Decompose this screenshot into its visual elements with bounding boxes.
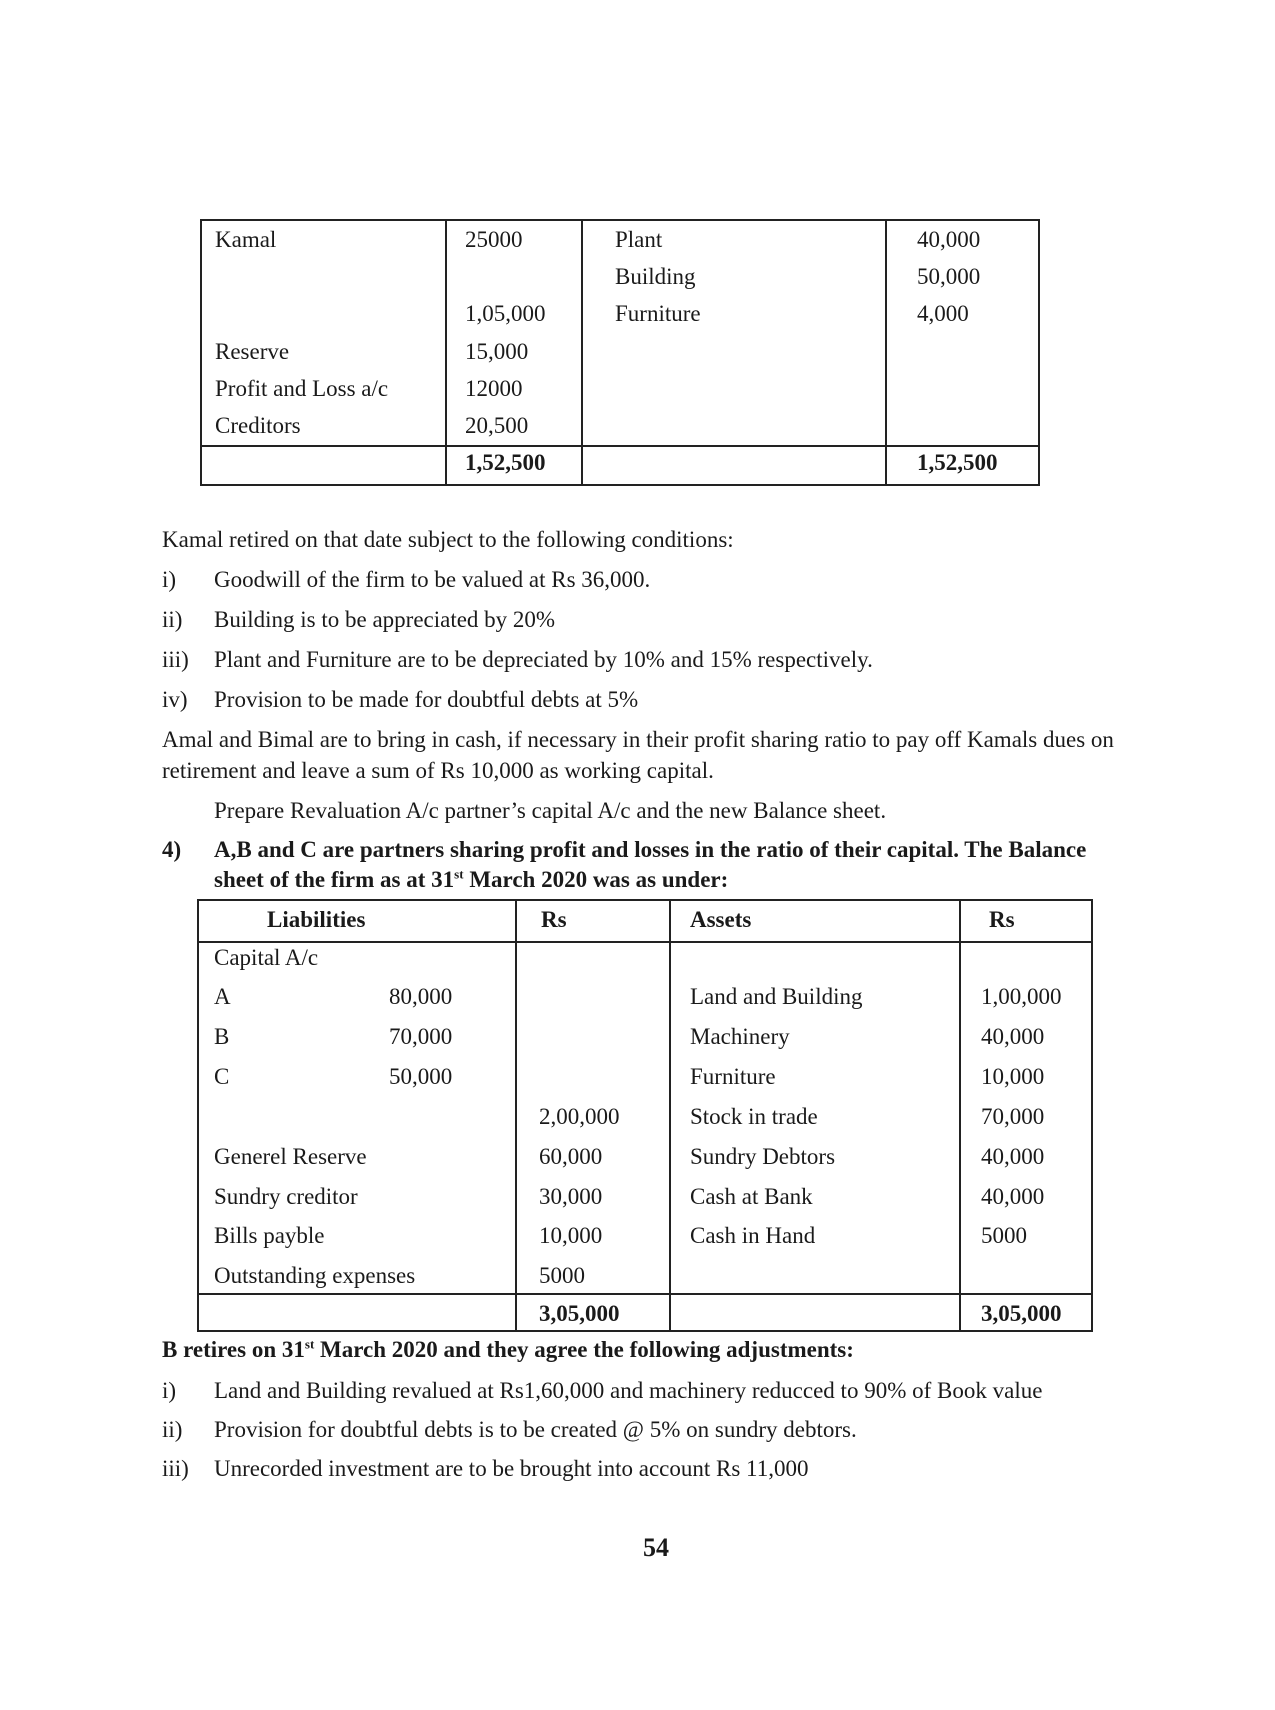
asset-amount-cash-hand: 5000: [981, 1223, 1027, 1248]
t1-asset-amount-2: 4,000: [917, 301, 969, 326]
asset-amount-furniture: 10,000: [981, 1064, 1045, 1089]
header-rs-1: Rs: [541, 907, 567, 932]
t1-amount-0: 25000: [465, 227, 523, 252]
t1-liability-3: Reserve: [215, 339, 290, 364]
adjustment-text-3: Unrecorded investment are to be brought into account Rs 11,000: [214, 1456, 809, 1481]
question-number: 4): [162, 837, 182, 862]
t1-liability-5: Creditors: [215, 413, 301, 438]
asset-stock: Stock in trade: [690, 1104, 818, 1129]
paragraph-line-2: retirement and leave a sum of Rs 10,000 as working capital.: [162, 758, 714, 783]
capital-label: Capital A/c: [214, 945, 319, 970]
page-number: 54: [643, 1533, 669, 1562]
t1-amount-5: 20,500: [465, 413, 529, 438]
t1-amount-3: 15,000: [465, 339, 529, 364]
asset-cash-bank: Cash at Bank: [690, 1184, 813, 1209]
condition-num-4: iv): [162, 687, 188, 712]
question-line-2: sheet of the firm as at 31st March 2020 was as under:: [214, 866, 729, 892]
partner-amount-b: 70,000: [389, 1024, 453, 1049]
t1-asset-2: Furniture: [615, 301, 701, 326]
t1-asset-amount-1: 50,000: [917, 264, 981, 289]
t2-total-assets: 3,05,000: [981, 1301, 1062, 1326]
asset-cash-hand: Cash in Hand: [690, 1223, 816, 1248]
partner-amount-a: 80,000: [389, 984, 453, 1009]
liability-sundry-creditor: Sundry creditor: [214, 1184, 358, 1209]
asset-furniture: Furniture: [690, 1064, 776, 1089]
t1-asset-amount-0: 40,000: [917, 227, 981, 252]
liability-general-reserve: Generel Reserve: [214, 1144, 367, 1169]
liability-outstanding-expenses: Outstanding expenses: [214, 1263, 416, 1288]
t1-asset-0: Plant: [615, 227, 663, 252]
paragraph-line-1: Amal and Bimal are to bring in cash, if necessary in their profit sharing ratio to pay off Kamals dues on: [162, 727, 1114, 752]
liability-bills-payable: Bills payble: [214, 1223, 325, 1248]
capital-total: 2,00,000: [539, 1104, 620, 1129]
t1-amount-2: 1,05,000: [465, 301, 546, 326]
t1-liability-0: Kamal: [215, 227, 277, 252]
adjustment-text-1: Land and Building revalued at Rs1,60,000 and machinery reducced to 90% of Book value: [214, 1378, 1043, 1403]
partner-name-c: C: [214, 1064, 230, 1089]
liability-amount-bills-payable: 10,000: [539, 1223, 603, 1248]
intro-text: Kamal retired on that date subject to the following conditions:: [162, 527, 734, 552]
liability-amount-general-reserve: 60,000: [539, 1144, 603, 1169]
header-assets: Assets: [690, 907, 752, 932]
liability-amount-outstanding-expenses: 5000: [539, 1263, 585, 1288]
t1-total-liabilities: 1,52,500: [465, 450, 546, 475]
condition-text-2: Building is to be appreciated by 20%: [214, 607, 556, 632]
balance-sheet-table-1: [200, 219, 1040, 486]
partner-amount-c: 50,000: [389, 1064, 453, 1089]
condition-num-3: iii): [162, 647, 189, 672]
t1-amount-4: 12000: [465, 376, 523, 401]
partner-name-a: A: [214, 984, 231, 1009]
adjustment-num-2: ii): [162, 1417, 183, 1442]
condition-text-3: Plant and Furniture are to be depreciated by 10% and 15% respectively.: [214, 647, 873, 672]
adjustment-num-1: i): [162, 1378, 177, 1403]
adjustment-num-3: iii): [162, 1456, 189, 1481]
t1-liability-4: Profit and Loss a/c: [215, 376, 389, 401]
asset-land-building: Land and Building: [690, 984, 863, 1009]
asset-amount-machinery: 40,000: [981, 1024, 1045, 1049]
t1-asset-1: Building: [615, 264, 696, 289]
liability-amount-sundry-creditor: 30,000: [539, 1184, 603, 1209]
header-rs-2: Rs: [989, 907, 1015, 932]
balance-sheet-table-2: [197, 899, 1093, 1332]
asset-amount-stock: 70,000: [981, 1104, 1045, 1129]
condition-text-1: Goodwill of the firm to be valued at Rs 36,000.: [214, 567, 651, 592]
partner-name-b: B: [214, 1024, 230, 1049]
condition-num-2: ii): [162, 607, 183, 632]
b-retires-heading: B retires on 31st March 2020 and they agree the following adjustments:: [162, 1336, 854, 1362]
condition-num-1: i): [162, 567, 177, 592]
condition-text-4: Provision to be made for doubtful debts at 5%: [214, 687, 639, 712]
asset-sundry-debtors: Sundry Debtors: [690, 1144, 836, 1169]
asset-machinery: Machinery: [690, 1024, 790, 1049]
question-line-1: A,B and C are partners sharing profit and losses in the ratio of their capital. The Balance: [214, 837, 1087, 862]
prepare-text: Prepare Revaluation A/c partner’s capital A/c and the new Balance sheet.: [214, 798, 887, 823]
asset-amount-cash-bank: 40,000: [981, 1184, 1045, 1209]
t2-total-liabilities: 3,05,000: [539, 1301, 620, 1326]
adjustment-text-2: Provision for doubtful debts is to be created @ 5% on sundry debtors.: [214, 1417, 857, 1442]
t1-total-assets: 1,52,500: [917, 450, 998, 475]
asset-amount-sundry-debtors: 40,000: [981, 1144, 1045, 1169]
header-liabilities: Liabilities: [267, 907, 366, 932]
asset-amount-land-building: 1,00,000: [981, 984, 1062, 1009]
